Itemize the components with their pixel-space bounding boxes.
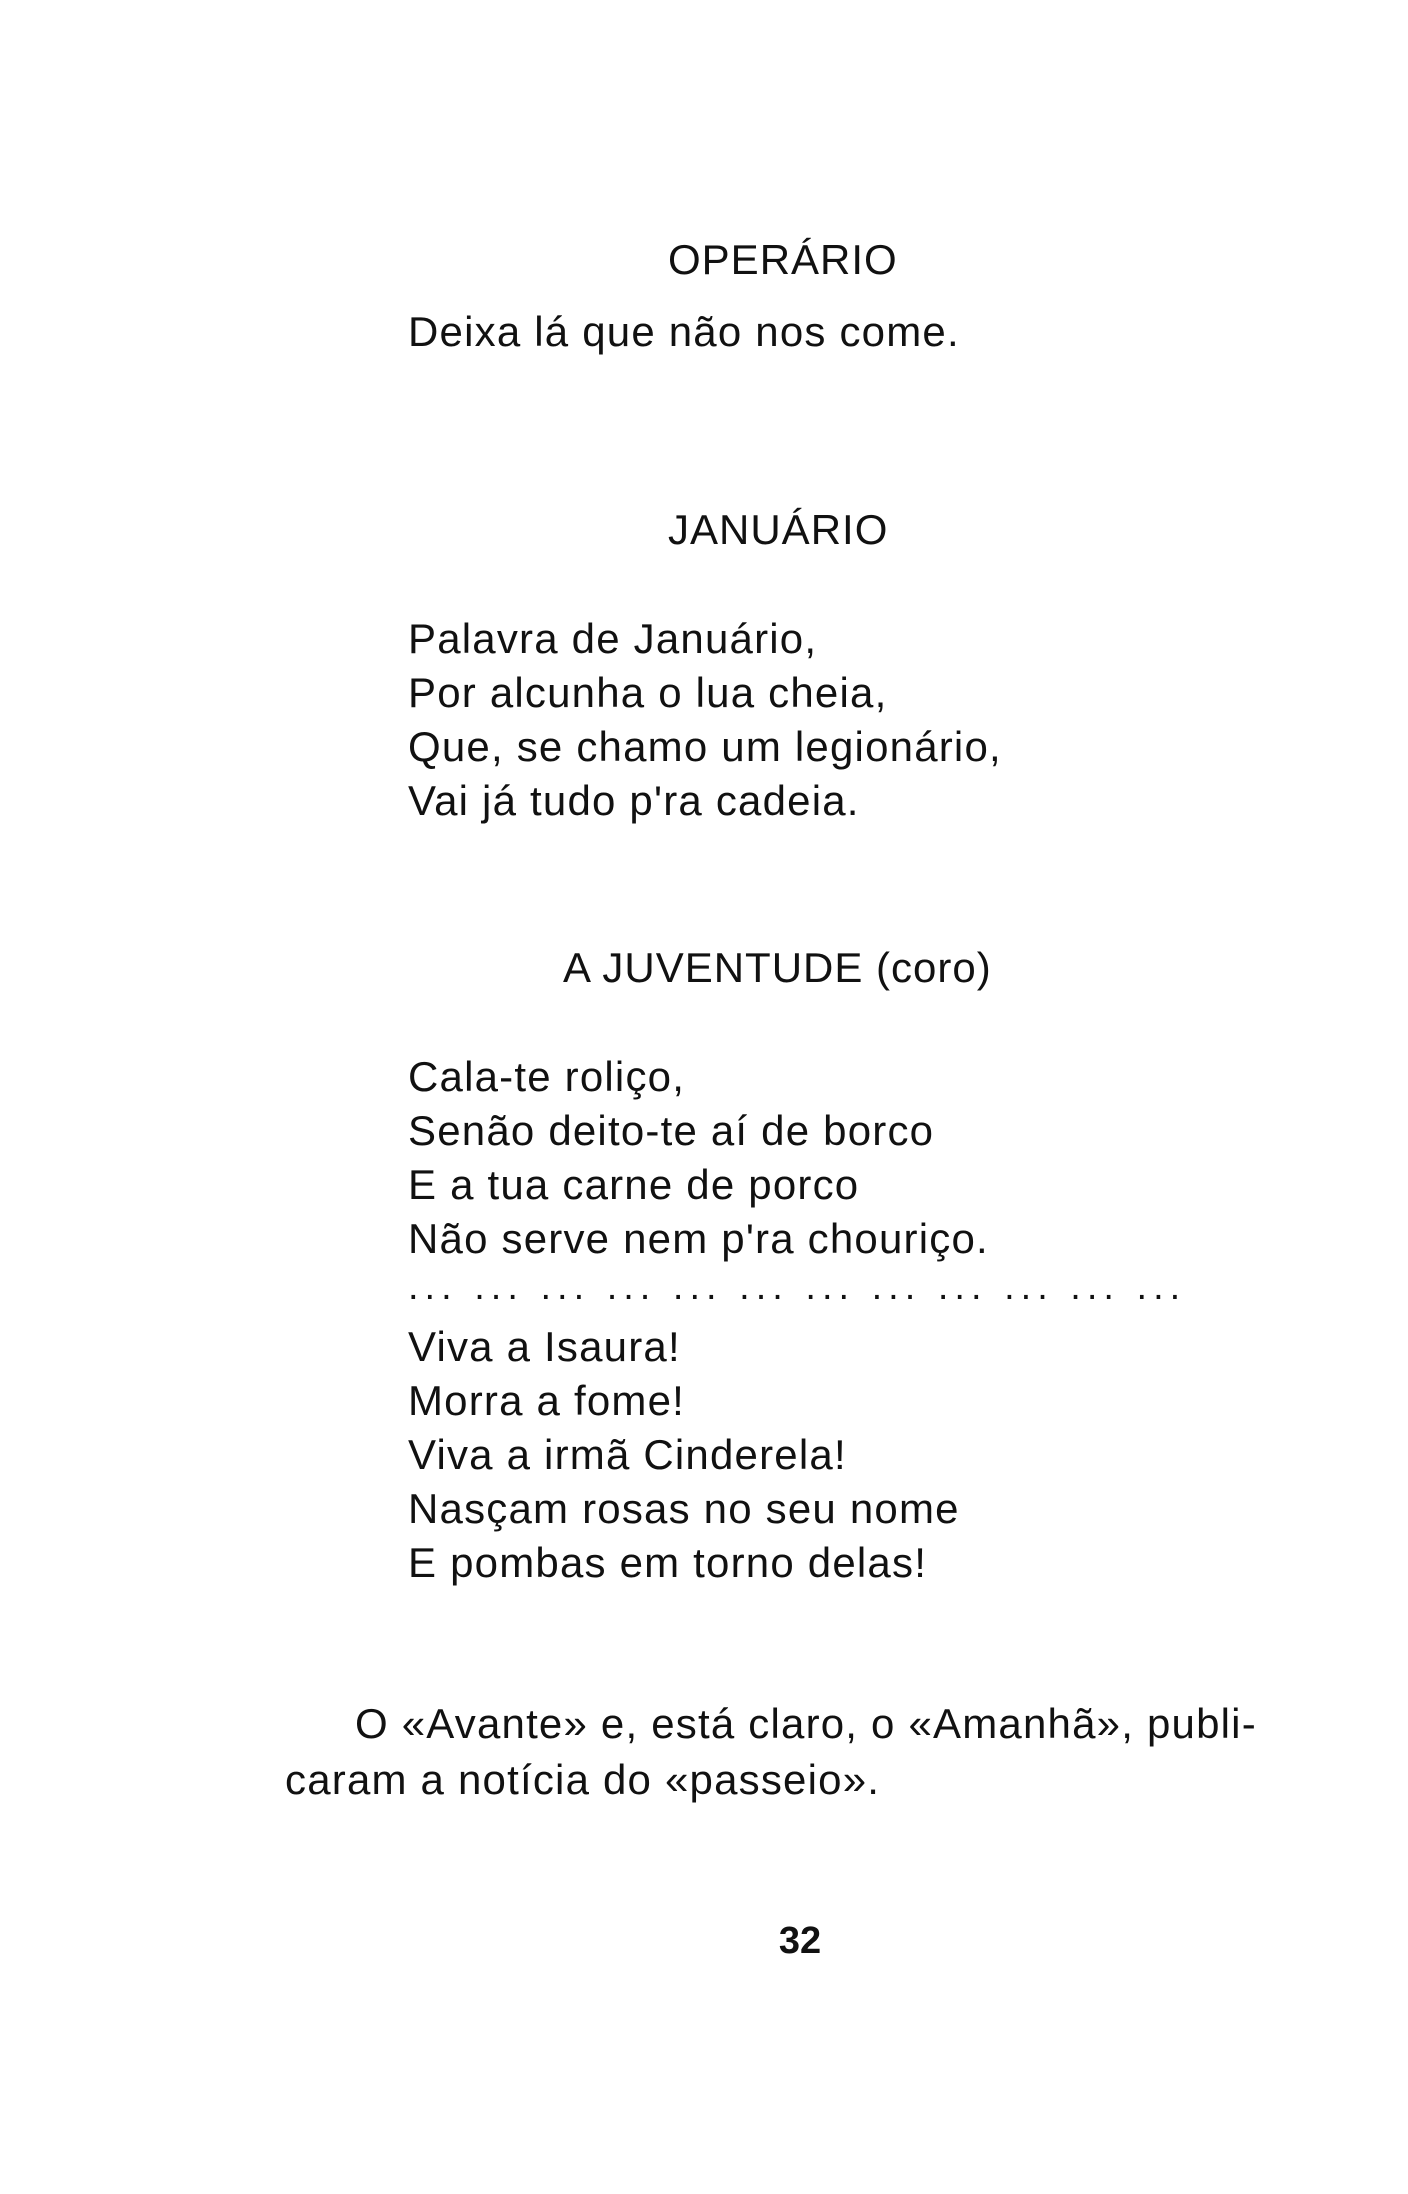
speaker-juventude: A JUVENTUDE (coro) xyxy=(563,944,992,991)
prose-line-2: caram a notícia do «passeio». xyxy=(285,1756,881,1803)
verse-line: E pombas em torno delas! xyxy=(408,1539,928,1586)
verse-line: Senão deito-te aí de borco xyxy=(408,1107,935,1154)
verse-line: Viva a irmã Cinderela! xyxy=(408,1431,847,1478)
verse-line: Deixa lá que não nos come. xyxy=(408,308,960,355)
prose-line-1: O «Avante» e, está claro, o «Amanhã», publi- xyxy=(355,1700,1257,1747)
verse-januario xyxy=(408,612,1002,828)
page-number: 32 xyxy=(778,1920,822,1962)
speaker-januario: JANUÁRIO xyxy=(668,506,889,553)
speaker-operario: OPERÁRIO xyxy=(668,236,898,283)
verse-line: Cala-te roliço, xyxy=(408,1053,686,1100)
verse-line: Que, se chamo um legionário, xyxy=(408,723,1002,770)
verse-juventude-a xyxy=(408,1050,989,1266)
verse-line: Viva a Isaura! xyxy=(408,1323,681,1370)
verse-line: E a tua carne de porco xyxy=(408,1161,860,1208)
verse-juventude-b xyxy=(408,1320,960,1590)
ellipsis-separator: ... ... ... ... ... ... ... ... ... ... ... ... xyxy=(408,1266,1187,1308)
verse-line: Morra a fome! xyxy=(408,1377,686,1424)
verse-line: Nasçam rosas no seu nome xyxy=(408,1485,960,1532)
verse-line: Não serve nem p'ra chouriço. xyxy=(408,1215,989,1262)
verse-line: Palavra de Januário, xyxy=(408,615,818,662)
verse-line: Por alcunha o lua cheia, xyxy=(408,669,888,716)
verse-line: Vai já tudo p'ra cadeia. xyxy=(408,777,860,824)
verse-operario xyxy=(408,305,960,359)
